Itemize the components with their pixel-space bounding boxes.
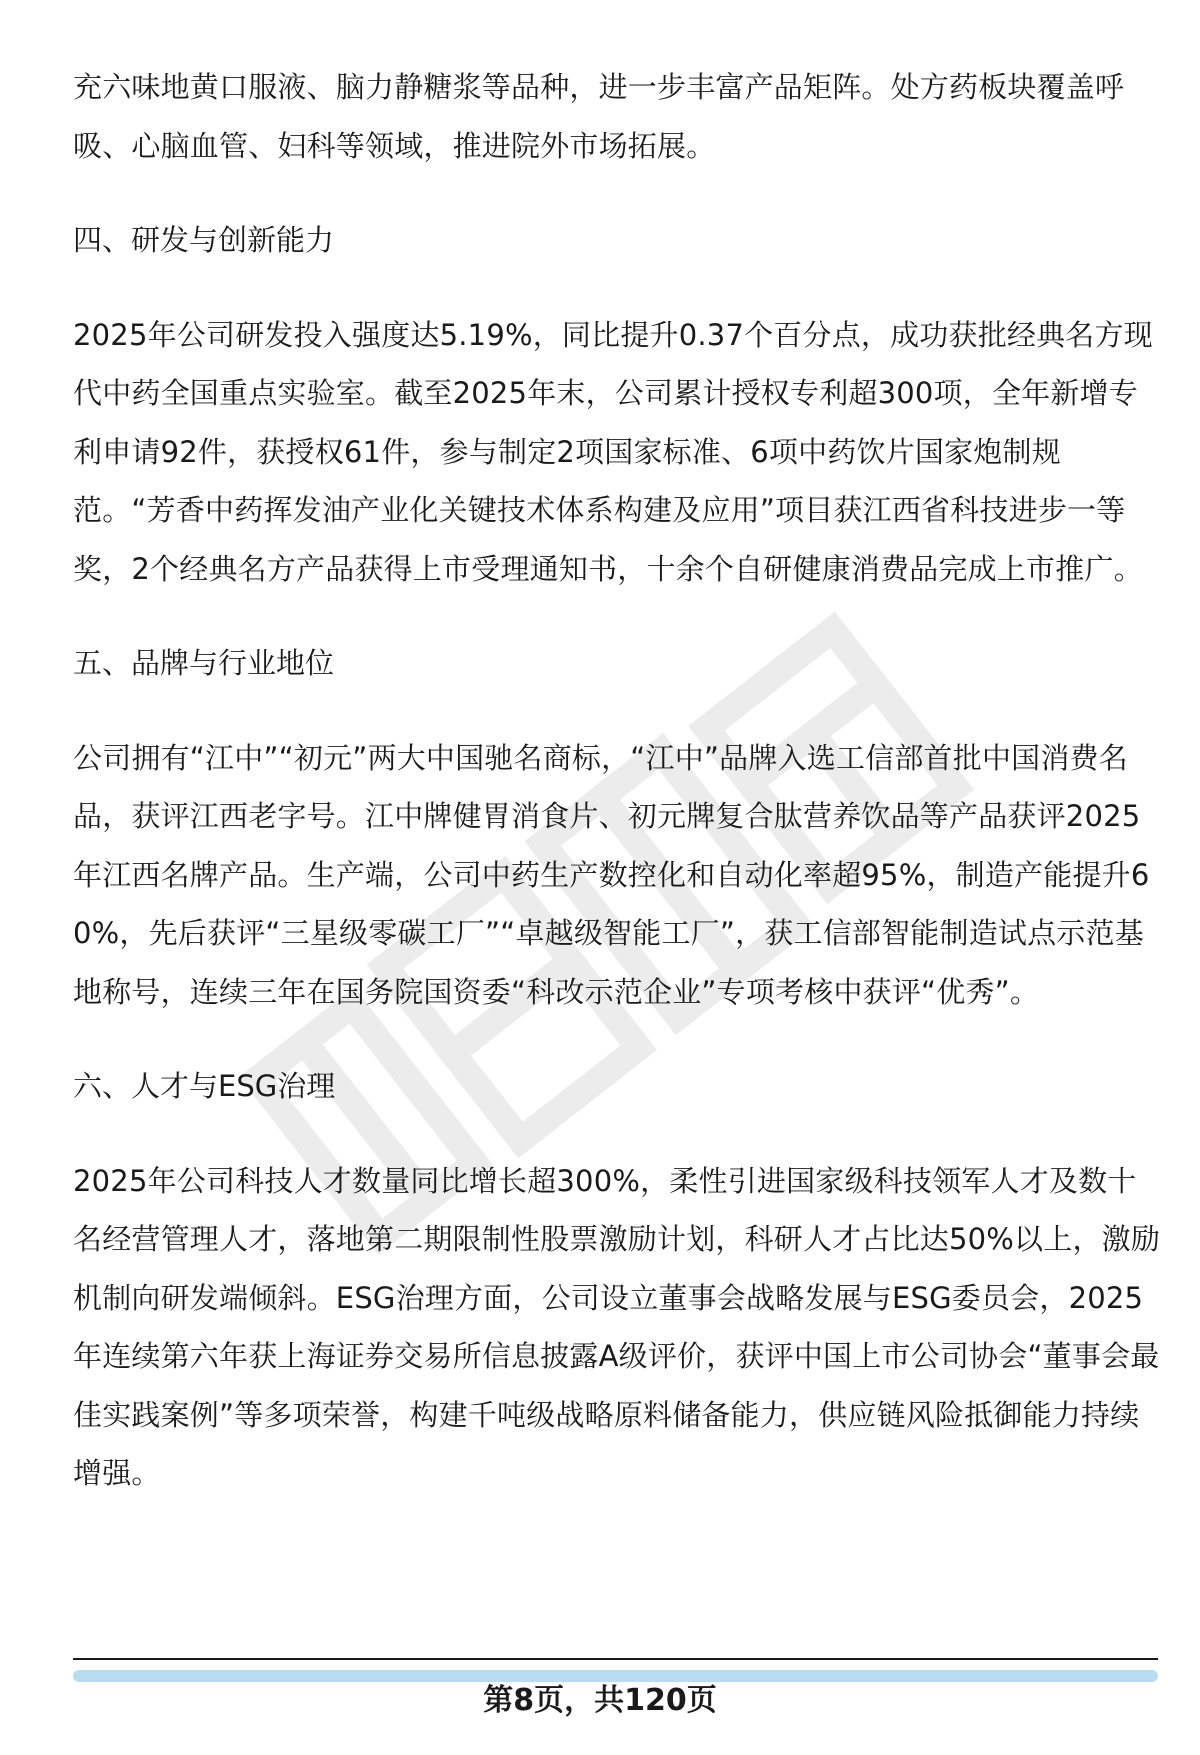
document-body	[73, 58, 1163, 1503]
paragraph-brand: 公司拥有“江中”“初元”两大中国驰名商标，“江中”品牌入选工信部首批中国消费名品，获评江西老字号。江中牌健胃消食片、初元牌复合肽营养饮品等产品获评2025年江西名牌产品。生产端，公司中药生产数控化和自动化率超95%，制造产能提升60%，先后获评“三星级零碳工厂”“卓越级智能工厂”，获工信部智能制造试点示范基地称号，连续三年在国务院国资委“科改示范企业”专项考核中获评“优秀”。	[73, 740, 1150, 1009]
section-heading-brand: 五、品牌与行业地位	[73, 646, 335, 680]
paragraph-products: 充六味地黄口服液、脑力静糖浆等品种，进一步丰富产品矩阵。处方药板块覆盖呼吸、心脑血管、妇科等领域，推进院外市场拓展。	[73, 70, 1125, 163]
page-number: 第8页，共120页	[483, 1683, 717, 1718]
paragraph-talent-esg: 2025年公司科技人才数量同比增长超300%，柔性引进国家级科技领军人才及数十名经营管理人才，落地第二期限制性股票激励计划，科研人才占比达50%以上，激励机制向研发端倾斜。ESG治理方面，公司设立董事会战略发展与ESG委员会，2025年连续第六年获上海证券交易所信息披露A级评价，获评中国上市公司协会“董事会最佳实践案例”等多项荣誉，构建千吨级战略原料储备能力，供应链风险抵御能力持续增强。	[73, 1163, 1161, 1490]
footer-divider	[73, 1658, 1158, 1660]
section-heading-talent-esg: 六、人才与ESG治理	[73, 1069, 336, 1103]
section-heading-rd: 四、研发与创新能力	[73, 223, 335, 257]
paragraph-rd: 2025年公司研发投入强度达5.19%，同比提升0.37个百分点，成功获批经典名方现代中药全国重点实验室。截至2025年末，公司累计授权专利超300项，全年新增专利申请92件，获授权61件，参与制定2项国家标准、6项中药饮片国家炮制规范。“芳香中药挥发油产业化关键技术体系构建及应用”项目获江西省科技进步一等奖，2个经典名方产品获得上市受理通知书，十余个自研健康消费品完成上市推广。	[73, 317, 1153, 586]
